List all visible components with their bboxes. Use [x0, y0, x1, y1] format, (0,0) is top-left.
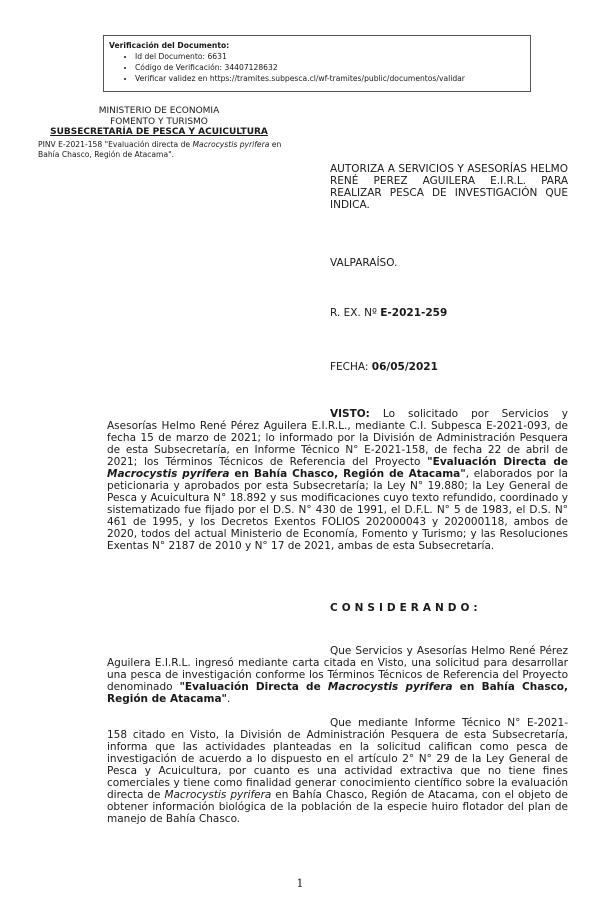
verification-id: • Id del Documento: 6631 [135, 51, 530, 62]
considerando-heading: CONSIDERANDO: [330, 602, 482, 614]
verification-list [109, 51, 530, 84]
verification-code: • Código de Verificación: 34407128632 [135, 62, 530, 73]
species-name: Macrocystis pyrifera [192, 140, 270, 149]
ministry-sector: FOMENTO Y TURISMO [110, 116, 208, 127]
verification-title: Verificación del Documento: [109, 41, 230, 50]
project-reference: PINV E-2021-158 "Evaluación directa de Macrocystis pyrifera en Bahía Chasco, Región de Atacama". [38, 140, 282, 159]
considerando-paragraph-2: Que mediante Informe Técnico N° E-2021-158 citado en Visto, la División de Administración Pesquera de esta Subsecretaría, informa que las actividades planteadas en la solicitud califican como pesca de investigación de acuerdo a lo dispuesto en el artículo 2° N° 29 de la Ley General de Pesca y Acuicultura, por cuanto es una actividad extractiva que no tiene fines comerciales y tiene como finalidad generar conocimiento científico sobre la evaluación directa de Macrocystis pyrifera en Bahía Chasco, Región de Atacama, con el objeto de obtener información biológica de la población de la especie huiro flotador del plan de manejo de Bahía Chasco. [107, 717, 568, 825]
resolution-date: FECHA: 06/05/2021 [330, 361, 438, 373]
considerando-paragraph-1: Que Servicios y Asesorías Helmo René Pérez Aguilera E.I.R.L. ingresó mediante carta citada en Visto, una solicitud para desarrollar una pesca de investigación conforme los Términos Técnicos de Referencia del Proyecto denominado "Evaluación Directa de Macrocystis pyrifera en Bahía Chasco, Región de Atacama". [107, 645, 568, 705]
subsecretaria-name: SUBSECRETARÍA DE PESCA Y ACUICULTURA [50, 127, 268, 137]
verification-box [103, 35, 531, 92]
ministry-name: MINISTERIO DE ECONOMIA [98, 106, 220, 116]
resolution-number: R. EX. Nº E-2021-259 [330, 307, 448, 319]
visto-label: VISTO: [330, 408, 370, 420]
species-name: Macrocystis pyrifera [164, 789, 272, 801]
verification-url[interactable]: • Verificar validez en https://tramites.subpesca.cl/wf-tramites/public/documentos/validar [135, 73, 530, 84]
ministry-header [35, 106, 283, 138]
visto-paragraph: VISTO: Lo solicitado por Servicios y Asesorías Helmo René Pérez Aguilera E.I.R.L., mediante C.I. Subpesca E-2021-093, de fecha 15 de marzo de 2021; lo informado por la División de Administración Pesquera de esta Subsecretaría, en Informe Técnico N° E-2021-158, de fecha 22 de abril de 2021; los Términos Técnicos de Referencia del Proyecto "Evaluación Directa de Macrocystis pyrifera en Bahía Chasco, Región de Atacama", elaborados por la peticionaria y aprobados por esta Subsecretaría; la Ley N° 19.880; la Ley General de Pesca y Acuicultura N° 18.892 y sus modificaciones cuyo texto refundido, coordinado y sistematizado fue fijado por el D.S. N° 430 de 1991, el D.F.L. N° 5 de 1983, el D.S. N° 461 de 1995, y los Decretos Exentos FOLIOS 202000043 y 202000118, ambos de 2020, todos del actual Ministerio de Economía, Fomento y Turismo; y las Resoluciones Exentas N° 2187 de 2010 y N° 17 de 2021, ambas de esta Subsecretaría. [107, 408, 569, 552]
city: VALPARAÍSO. [330, 257, 398, 269]
resolution-subject: AUTORIZA A SERVICIOS Y ASESORÍAS HELMO RENÉ PEREZ AGUILERA E.I.R.L. PARA REALIZAR PESCA DE INVESTIGACIÓN QUE INDICA. [330, 163, 568, 211]
page-number: 1 [296, 877, 304, 890]
